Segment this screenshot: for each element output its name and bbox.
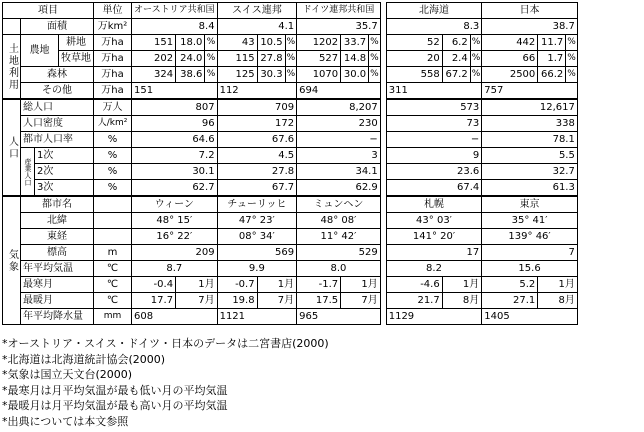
forest-germany: 1070 (297, 67, 341, 83)
footnote: *出典については本文参照 (2, 414, 129, 428)
footnotes (2, 336, 329, 429)
footnote: *オーストリア・スイス・ドイツ・日本のデータは二宮書店(2000) (2, 337, 329, 350)
longitude-austria: 16° 22′ (132, 229, 218, 245)
header-austria: オーストリア共和国 (132, 3, 218, 19)
pct-sign: % (369, 67, 381, 83)
elevation-austria: 209 (132, 245, 218, 261)
pct-sign: % (205, 35, 217, 51)
warmest-germany: 17.5 (297, 293, 341, 309)
coldest-swiss: -0.7 (217, 277, 257, 293)
forest-label: 森林 (21, 67, 94, 83)
urban-rate-germany: − (297, 132, 381, 148)
arable-germany-pct: 33.7 (341, 35, 369, 51)
warmest-swiss: 19.8 (217, 293, 257, 309)
forest-hokkaido-pct: 67.2 (442, 67, 470, 83)
latitude-hokkaido: 43° 03′ (386, 213, 482, 229)
area-austria: 8.4 (132, 19, 218, 35)
city-hokkaido: 札幌 (386, 196, 482, 213)
forest-swiss: 125 (217, 67, 257, 83)
secondary-unit: % (94, 164, 132, 180)
mean-temperature-row (3, 261, 578, 277)
elevation-row (3, 245, 578, 261)
secondary-label: 2次 (35, 164, 94, 180)
latitude-label: 北緯 (21, 213, 94, 229)
arable-germany: 1202 (297, 35, 341, 51)
coldest-month-row (3, 277, 578, 293)
pct-sign: % (369, 51, 381, 67)
urban-rate-austria: 64.6 (132, 132, 218, 148)
urban-rate-japan: 78.1 (482, 132, 578, 148)
latitude-germany: 48° 08′ (297, 213, 381, 229)
coldest-hokkaido: -4.6 (386, 277, 442, 293)
density-hokkaido: 73 (386, 116, 482, 132)
coldest-hokkaido-month: 1月 (442, 277, 482, 293)
header-swiss: スイス連邦 (217, 3, 297, 19)
other-japan: 757 (482, 83, 578, 100)
total-population-japan: 12,617 (482, 99, 578, 116)
mean-temp-unit: ℃ (94, 261, 132, 277)
tertiary-austria: 62.7 (132, 180, 218, 197)
longitude-label: 東経 (21, 229, 94, 245)
urban-rate-hokkaido: − (386, 132, 482, 148)
pasture-row (3, 51, 578, 67)
industry-population-label: 産業人口 (21, 148, 35, 197)
area-japan: 38.7 (482, 19, 578, 35)
header-item: 項目 (3, 3, 94, 19)
pasture-hokkaido: 20 (386, 51, 442, 67)
farmland-label: 農地 (21, 35, 59, 67)
population-density-row (3, 116, 578, 132)
pct-sign: % (566, 35, 578, 51)
area-germany: 35.7 (297, 19, 381, 35)
pct-sign: % (470, 35, 482, 51)
primary-austria: 7.2 (132, 148, 218, 164)
area-label: 面積 (21, 19, 94, 35)
primary-germany: 3 (297, 148, 381, 164)
pct-sign: % (566, 51, 578, 67)
arable-austria-pct: 18.0 (176, 35, 205, 51)
pasture-japan: 66 (482, 51, 538, 67)
arable-swiss: 43 (217, 35, 257, 51)
area-unit: 万km² (94, 19, 132, 35)
population-total-row (3, 99, 578, 116)
forest-austria: 324 (132, 67, 176, 83)
pct-sign: % (369, 35, 381, 51)
pct-sign: % (470, 51, 482, 67)
other-germany: 694 (297, 83, 381, 100)
precip-unit: mm (94, 309, 132, 325)
secondary-industry-row (3, 164, 578, 180)
city-germany: ミュンヘン (297, 196, 381, 213)
city-swiss: チューリッヒ (217, 196, 297, 213)
footnote: *最暖月は月平均気温が最も高い月の平均気温 (2, 399, 228, 412)
precipitation-row (3, 309, 578, 325)
city-label: 都市名 (21, 196, 94, 213)
warmest-germany-month: 7月 (341, 293, 381, 309)
density-japan: 338 (482, 116, 578, 132)
pct-sign: % (285, 67, 297, 83)
warmest-unit: ℃ (94, 293, 132, 309)
warmest-japan-month: 8月 (538, 293, 578, 309)
secondary-germany: 34.1 (297, 164, 381, 180)
pct-sign: % (285, 51, 297, 67)
forest-unit: 万ha (94, 67, 132, 83)
coldest-unit: ℃ (94, 277, 132, 293)
total-population-hokkaido: 573 (386, 99, 482, 116)
pct-sign: % (285, 35, 297, 51)
precip-swiss: 1121 (217, 309, 297, 325)
footnote: *気象は国立天文台(2000) (2, 368, 133, 381)
warmest-austria: 17.7 (132, 293, 176, 309)
pasture-germany-pct: 14.8 (341, 51, 369, 67)
other-hokkaido: 311 (386, 83, 482, 100)
pasture-swiss: 115 (217, 51, 257, 67)
elevation-unit: m (94, 245, 132, 261)
pasture-japan-pct: 1.7 (538, 51, 566, 67)
primary-japan: 5.5 (482, 148, 578, 164)
other-unit: 万ha (94, 83, 132, 100)
forest-hokkaido: 558 (386, 67, 442, 83)
mean-temp-swiss: 9.9 (217, 261, 297, 277)
footnote: *北海道は北海道統計協会(2000) (2, 352, 166, 366)
total-population-label: 総人口 (21, 99, 94, 116)
warmest-austria-month: 7月 (176, 293, 218, 309)
elevation-japan: 7 (482, 245, 578, 261)
mean-temp-austria: 8.7 (132, 261, 218, 277)
forest-austria-pct: 38.6 (176, 67, 205, 83)
coldest-swiss-month: 1月 (257, 277, 297, 293)
forest-row (3, 67, 578, 83)
arable-hokkaido-pct: 6.2 (442, 35, 470, 51)
climate-group-label: 気象 (3, 196, 21, 325)
forest-germany-pct: 30.0 (341, 67, 369, 83)
header-japan: 日本 (482, 3, 578, 19)
density-unit: 人/km² (94, 116, 132, 132)
elevation-germany: 529 (297, 245, 381, 261)
longitude-row (3, 229, 578, 245)
forest-japan-pct: 66.2 (538, 67, 566, 83)
density-swiss: 172 (217, 116, 297, 132)
city-austria: ウィーン (132, 196, 218, 213)
warmest-hokkaido-month: 8月 (442, 293, 482, 309)
longitude-swiss: 08° 34′ (217, 229, 297, 245)
elevation-hokkaido: 17 (386, 245, 482, 261)
primary-unit: % (94, 148, 132, 164)
city-row (3, 196, 578, 213)
warmest-hokkaido: 21.7 (386, 293, 442, 309)
footnote: *最寒月は月平均気温が最も低い月の平均気温 (2, 383, 228, 397)
pasture-unit: 万ha (94, 51, 132, 67)
warmest-month-row (3, 293, 578, 309)
urban-rate-row (3, 132, 578, 148)
mean-temp-japan: 15.6 (482, 261, 578, 277)
total-population-swiss: 709 (217, 99, 297, 116)
precip-japan: 1405 (482, 309, 578, 325)
density-germany: 230 (297, 116, 381, 132)
pasture-swiss-pct: 27.8 (257, 51, 285, 67)
primary-hokkaido: 9 (386, 148, 482, 164)
coldest-austria-month: 1月 (176, 277, 218, 293)
total-population-austria: 807 (132, 99, 218, 116)
area-swiss: 4.1 (217, 19, 297, 35)
arable-unit: 万ha (94, 35, 132, 51)
pasture-austria-pct: 24.0 (176, 51, 205, 67)
coldest-austria: -0.4 (132, 277, 176, 293)
tertiary-label: 3次 (35, 180, 94, 197)
area-hokkaido: 8.3 (386, 19, 482, 35)
longitude-germany: 11° 42′ (297, 229, 381, 245)
primary-label: 1次 (35, 148, 94, 164)
statistics-table (2, 2, 578, 325)
population-group-label: 人口 (3, 99, 21, 196)
coldest-japan: 5.2 (482, 277, 538, 293)
pasture-germany: 527 (297, 51, 341, 67)
warmest-swiss-month: 7月 (257, 293, 297, 309)
area-row (3, 19, 578, 35)
density-austria: 96 (132, 116, 218, 132)
arable-austria: 151 (132, 35, 176, 51)
precip-germany: 965 (297, 309, 381, 325)
coldest-germany-month: 1月 (341, 277, 381, 293)
warmest-label: 最暖月 (21, 293, 94, 309)
warmest-japan: 27.1 (482, 293, 538, 309)
header-row (3, 3, 578, 19)
header-germany: ドイツ連邦共和国 (297, 3, 381, 19)
other-austria: 151 (132, 83, 218, 100)
mean-temp-label: 年平均気温 (21, 261, 94, 277)
other-label: その他 (21, 83, 94, 100)
secondary-swiss: 27.8 (217, 164, 297, 180)
total-population-unit: 万人 (94, 99, 132, 116)
forest-japan: 2500 (482, 67, 538, 83)
longitude-japan: 139° 46′ (482, 229, 578, 245)
mean-temp-hokkaido: 8.2 (386, 261, 482, 277)
secondary-austria: 30.1 (132, 164, 218, 180)
longitude-hokkaido: 141° 20′ (386, 229, 482, 245)
secondary-japan: 32.7 (482, 164, 578, 180)
header-hokkaido: 北海道 (386, 3, 482, 19)
latitude-austria: 48° 15′ (132, 213, 218, 229)
tertiary-germany: 62.9 (297, 180, 381, 197)
arable-label: 耕地 (59, 35, 94, 51)
tertiary-unit: % (94, 180, 132, 197)
urban-rate-swiss: 67.6 (217, 132, 297, 148)
latitude-japan: 35° 41′ (482, 213, 578, 229)
coldest-japan-month: 1月 (538, 277, 578, 293)
total-population-germany: 8,207 (297, 99, 381, 116)
arable-row (3, 35, 578, 51)
arable-swiss-pct: 10.5 (257, 35, 285, 51)
pasture-hokkaido-pct: 2.4 (442, 51, 470, 67)
primary-industry-row (3, 148, 578, 164)
urban-rate-unit: % (94, 132, 132, 148)
urban-rate-label: 都市人口率 (21, 132, 94, 148)
secondary-hokkaido: 23.6 (386, 164, 482, 180)
precip-label: 年平均降水量 (21, 309, 94, 325)
primary-swiss: 4.5 (217, 148, 297, 164)
pasture-label: 牧草地 (59, 51, 94, 67)
forest-swiss-pct: 30.3 (257, 67, 285, 83)
latitude-swiss: 47° 23′ (217, 213, 297, 229)
tertiary-hokkaido: 67.4 (386, 180, 482, 197)
pct-sign: % (470, 67, 482, 83)
tertiary-swiss: 67.7 (217, 180, 297, 197)
header-unit: 単位 (94, 3, 132, 19)
precip-hokkaido: 1129 (386, 309, 482, 325)
latitude-row (3, 213, 578, 229)
tertiary-industry-row (3, 180, 578, 197)
precip-austria: 608 (132, 309, 218, 325)
arable-japan-pct: 11.7 (538, 35, 566, 51)
density-label: 人口密度 (21, 116, 94, 132)
pct-sign: % (205, 51, 217, 67)
pasture-austria: 202 (132, 51, 176, 67)
other-swiss: 112 (217, 83, 297, 100)
land-use-group-label: 土地利用 (3, 35, 21, 100)
elevation-swiss: 569 (217, 245, 297, 261)
arable-japan: 442 (482, 35, 538, 51)
coldest-germany: -1.7 (297, 277, 341, 293)
pct-sign: % (566, 67, 578, 83)
pct-sign: % (205, 67, 217, 83)
elevation-label: 標高 (21, 245, 94, 261)
other-row (3, 83, 578, 100)
tertiary-japan: 61.3 (482, 180, 578, 197)
arable-hokkaido: 52 (386, 35, 442, 51)
coldest-label: 最寒月 (21, 277, 94, 293)
city-japan: 東京 (482, 196, 578, 213)
mean-temp-germany: 8.0 (297, 261, 381, 277)
